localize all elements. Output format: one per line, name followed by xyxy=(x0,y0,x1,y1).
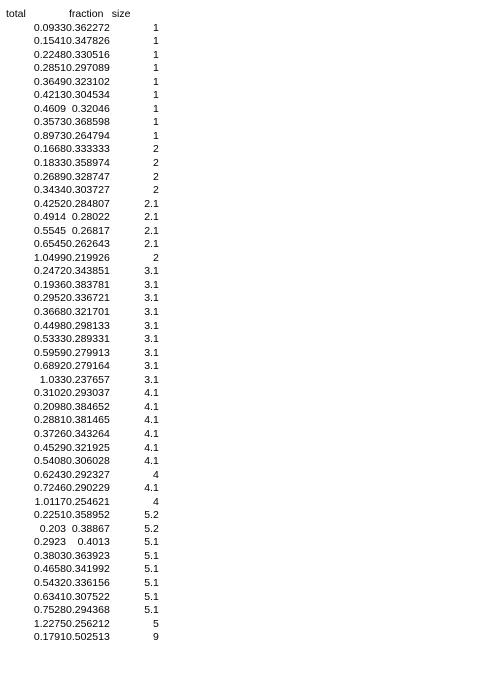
header-row xyxy=(0,8,159,22)
cell-size[interactable]: 2 xyxy=(152,184,159,197)
cell-fraction[interactable]: 0.262643 xyxy=(66,238,110,251)
cell-size[interactable]: 5.1 xyxy=(144,604,159,617)
cell-size[interactable]: 4 xyxy=(152,468,159,481)
cell-total[interactable]: 0.6892 xyxy=(33,360,66,373)
cell-size[interactable]: 1 xyxy=(152,89,159,102)
cell-total[interactable]: 0.3649 xyxy=(33,75,66,88)
cell-fraction[interactable]: 0.292327 xyxy=(66,468,110,481)
cell-size[interactable]: 3.1 xyxy=(144,360,159,373)
table-row xyxy=(0,225,159,239)
cell-size[interactable]: 4.1 xyxy=(144,400,159,413)
table-row xyxy=(0,238,159,252)
cell-size[interactable]: 4.1 xyxy=(144,441,159,454)
cell-size[interactable]: 4.1 xyxy=(144,455,159,468)
cell-total[interactable]: 0.4213 xyxy=(33,89,66,102)
cell-total[interactable]: 0.2248 xyxy=(33,48,66,61)
cell-size[interactable]: 5.1 xyxy=(144,590,159,603)
table-row xyxy=(0,469,159,483)
table-row xyxy=(0,62,159,76)
cell-size[interactable]: 5.1 xyxy=(144,563,159,576)
cell-size[interactable]: 3.1 xyxy=(144,373,159,386)
cell-size[interactable]: 5 xyxy=(152,617,159,630)
cell-fraction[interactable]: 0.279164 xyxy=(66,360,110,373)
cell-size[interactable]: 2.1 xyxy=(144,211,159,224)
cell-total[interactable]: 0.3803 xyxy=(33,549,66,562)
cell-fraction[interactable]: 0.297089 xyxy=(66,62,110,75)
spreadsheet xyxy=(0,8,159,645)
cell-total[interactable]: 0.5959 xyxy=(33,346,66,359)
table-row xyxy=(0,496,159,510)
cell-fraction[interactable]: 0.362272 xyxy=(66,21,110,34)
table-row xyxy=(0,157,159,171)
cell-total[interactable]: 0.203 xyxy=(39,522,66,535)
cell-size[interactable]: 5.1 xyxy=(144,536,159,549)
table-row xyxy=(0,401,159,415)
table-row xyxy=(0,279,159,293)
table-row xyxy=(0,22,159,36)
cell-fraction[interactable]: 0.336156 xyxy=(66,576,110,589)
table-row xyxy=(0,130,159,144)
cell-fraction[interactable]: 0.336721 xyxy=(66,292,110,305)
cell-fraction[interactable]: 0.256212 xyxy=(66,617,110,630)
cell-fraction[interactable]: 0.304534 xyxy=(66,89,110,102)
cell-total[interactable]: 0.5545 xyxy=(33,224,66,237)
cell-fraction[interactable]: 0.254621 xyxy=(66,495,110,508)
cell-total[interactable]: 0.0933 xyxy=(33,21,66,34)
cell-total[interactable]: 0.2689 xyxy=(33,170,66,183)
table-row xyxy=(0,577,159,591)
cell-fraction[interactable]: 0.321701 xyxy=(66,306,110,319)
cell-total[interactable]: 0.3668 xyxy=(33,306,66,319)
cell-size[interactable]: 3.1 xyxy=(144,292,159,305)
cell-total[interactable]: 0.4658 xyxy=(33,563,66,576)
cell-size[interactable]: 2 xyxy=(152,251,159,264)
table-row xyxy=(0,103,159,117)
table-row xyxy=(0,360,159,374)
cell-fraction[interactable]: 0.290229 xyxy=(66,482,110,495)
cell-fraction[interactable]: 0.294368 xyxy=(66,604,110,617)
cell-size[interactable]: 2 xyxy=(152,157,159,170)
data-table xyxy=(0,8,159,645)
cell-size[interactable]: 4.1 xyxy=(144,387,159,400)
cell-total[interactable]: 0.4498 xyxy=(33,319,66,332)
cell-total[interactable]: 0.2098 xyxy=(33,400,66,413)
cell-size[interactable]: 4.1 xyxy=(144,427,159,440)
table-row xyxy=(0,387,159,401)
table-row xyxy=(0,76,159,90)
cell-fraction[interactable]: 0.298133 xyxy=(66,319,110,332)
cell-total[interactable]: 0.4914 xyxy=(33,211,66,224)
cell-size[interactable]: 1 xyxy=(152,116,159,129)
cell-total[interactable]: 0.7246 xyxy=(33,482,66,495)
cell-fraction[interactable]: 0.502513 xyxy=(66,631,110,644)
cell-total[interactable]: 0.5432 xyxy=(33,576,66,589)
table-row xyxy=(0,252,159,266)
table-row xyxy=(0,116,159,130)
cell-fraction[interactable]: 0.321925 xyxy=(66,441,110,454)
cell-size[interactable]: 2 xyxy=(152,143,159,156)
table-row xyxy=(0,198,159,212)
cell-size[interactable]: 2.1 xyxy=(144,238,159,251)
cell-total[interactable]: 0.2851 xyxy=(33,62,66,75)
cell-fraction[interactable]: 0.347826 xyxy=(66,35,110,48)
cell-fraction[interactable]: 0.343851 xyxy=(66,265,110,278)
cell-fraction[interactable]: 0.284807 xyxy=(66,197,110,210)
table-row xyxy=(0,563,159,577)
cell-size[interactable]: 3.1 xyxy=(144,265,159,278)
cell-fraction[interactable]: 0.383781 xyxy=(66,278,110,291)
cell-total[interactable]: 0.1541 xyxy=(33,35,66,48)
cell-total[interactable]: 0.5333 xyxy=(33,333,66,346)
cell-fraction[interactable]: 0.330516 xyxy=(66,48,110,61)
cell-fraction[interactable]: 0.264794 xyxy=(66,129,110,142)
cell-size[interactable]: 4.1 xyxy=(144,482,159,495)
table-row xyxy=(0,523,159,537)
table-row xyxy=(0,292,159,306)
table-row xyxy=(0,333,159,347)
table-row xyxy=(0,374,159,388)
cell-fraction[interactable]: 0.333333 xyxy=(66,143,110,156)
cell-fraction[interactable]: 0.26817 xyxy=(71,224,110,237)
table-row xyxy=(0,49,159,63)
cell-fraction[interactable]: 0.358974 xyxy=(66,157,110,170)
cell-total[interactable]: 0.1833 xyxy=(33,157,66,170)
cell-fraction[interactable]: 0.328747 xyxy=(66,170,110,183)
cell-fraction[interactable]: 0.368598 xyxy=(66,116,110,129)
cell-total[interactable]: 0.2881 xyxy=(33,414,66,427)
column-header-total[interactable]: total xyxy=(6,8,26,20)
table-body xyxy=(0,22,159,645)
cell-fraction[interactable]: 0.363923 xyxy=(66,549,110,562)
cell-total[interactable]: 0.1936 xyxy=(33,278,66,291)
cell-size[interactable]: 1 xyxy=(152,48,159,61)
cell-total[interactable]: 0.6243 xyxy=(33,468,66,481)
table-row xyxy=(0,428,159,442)
cell-size[interactable]: 2.1 xyxy=(144,197,159,210)
cell-fraction[interactable]: 0.237657 xyxy=(66,373,110,386)
cell-fraction[interactable]: 0.341992 xyxy=(66,563,110,576)
table-row xyxy=(0,604,159,618)
cell-fraction[interactable]: 0.381465 xyxy=(66,414,110,427)
cell-fraction[interactable]: 0.307522 xyxy=(66,590,110,603)
cell-total[interactable]: 0.2251 xyxy=(33,509,66,522)
cell-size[interactable]: 5.2 xyxy=(144,509,159,522)
cell-size[interactable]: 5.1 xyxy=(144,576,159,589)
table-row xyxy=(0,536,159,550)
table-row xyxy=(0,171,159,185)
table-row xyxy=(0,631,159,645)
table-row xyxy=(0,211,159,225)
cell-fraction[interactable]: 0.343264 xyxy=(66,427,110,440)
cell-fraction[interactable]: 0.4013 xyxy=(77,536,110,549)
cell-total[interactable]: 0.4252 xyxy=(33,197,66,210)
table-row xyxy=(0,265,159,279)
cell-total[interactable]: 0.3434 xyxy=(33,184,66,197)
cell-total[interactable]: 1.2275 xyxy=(33,617,66,630)
cell-fraction[interactable]: 0.358952 xyxy=(66,509,110,522)
cell-total[interactable]: 0.1791 xyxy=(33,631,66,644)
cell-fraction[interactable]: 0.38867 xyxy=(71,522,110,535)
table-row xyxy=(0,89,159,103)
table-row xyxy=(0,455,159,469)
cell-size[interactable]: 2.1 xyxy=(144,224,159,237)
cell-total[interactable]: 0.3573 xyxy=(33,116,66,129)
cell-size[interactable]: 2 xyxy=(152,170,159,183)
cell-fraction[interactable]: 0.306028 xyxy=(66,455,110,468)
column-header-size[interactable]: size xyxy=(111,8,131,20)
cell-total[interactable]: 0.2923 xyxy=(33,536,66,549)
cell-total[interactable]: 0.2472 xyxy=(33,265,66,278)
cell-total[interactable]: 0.4609 xyxy=(33,102,66,115)
cell-total[interactable]: 0.4529 xyxy=(33,441,66,454)
table-row xyxy=(0,591,159,605)
cell-size[interactable]: 1 xyxy=(152,21,159,34)
cell-fraction[interactable]: 0.28022 xyxy=(71,211,110,224)
table-row xyxy=(0,618,159,632)
cell-total[interactable]: 0.1668 xyxy=(33,143,66,156)
table-row xyxy=(0,414,159,428)
cell-size[interactable]: 3.1 xyxy=(144,346,159,359)
cell-size[interactable]: 5.2 xyxy=(144,522,159,535)
cell-size[interactable]: 4.1 xyxy=(144,414,159,427)
cell-total[interactable]: 1.0499 xyxy=(33,251,66,264)
cell-size[interactable]: 1 xyxy=(152,35,159,48)
cell-size[interactable]: 3.1 xyxy=(144,319,159,332)
cell-size[interactable]: 9 xyxy=(152,631,159,644)
cell-fraction[interactable]: 0.384652 xyxy=(66,400,110,413)
table-row xyxy=(0,550,159,564)
cell-total[interactable]: 0.6341 xyxy=(33,590,66,603)
cell-total[interactable]: 0.6545 xyxy=(33,238,66,251)
cell-total[interactable]: 0.2952 xyxy=(33,292,66,305)
cell-fraction[interactable]: 0.293037 xyxy=(66,387,110,400)
cell-fraction[interactable]: 0.219926 xyxy=(66,251,110,264)
table-row xyxy=(0,306,159,320)
cell-size[interactable]: 1 xyxy=(152,102,159,115)
cell-fraction[interactable]: 0.303727 xyxy=(66,184,110,197)
cell-fraction[interactable]: 0.323102 xyxy=(66,75,110,88)
cell-total[interactable]: 1.033 xyxy=(39,373,66,386)
cell-total[interactable]: 0.8973 xyxy=(33,129,66,142)
cell-size[interactable]: 3.1 xyxy=(144,306,159,319)
table-row xyxy=(0,184,159,198)
cell-size[interactable]: 3.1 xyxy=(144,333,159,346)
cell-size[interactable]: 3.1 xyxy=(144,278,159,291)
cell-size[interactable]: 4 xyxy=(152,495,159,508)
cell-fraction[interactable]: 0.279913 xyxy=(66,346,110,359)
table-row xyxy=(0,35,159,49)
cell-size[interactable]: 1 xyxy=(152,75,159,88)
cell-fraction[interactable]: 0.32046 xyxy=(71,102,110,115)
cell-size[interactable]: 1 xyxy=(152,62,159,75)
table-row xyxy=(0,509,159,523)
cell-size[interactable]: 1 xyxy=(152,129,159,142)
cell-total[interactable]: 0.3102 xyxy=(33,387,66,400)
cell-size[interactable]: 5.1 xyxy=(144,549,159,562)
cell-total[interactable]: 1.0117 xyxy=(34,495,66,508)
table-row xyxy=(0,143,159,157)
table-row xyxy=(0,482,159,496)
cell-total[interactable]: 0.7528 xyxy=(33,604,66,617)
cell-fraction[interactable]: 0.289331 xyxy=(66,333,110,346)
table-row xyxy=(0,347,159,361)
cell-total[interactable]: 0.5408 xyxy=(33,455,66,468)
cell-total[interactable]: 0.3726 xyxy=(33,427,66,440)
table-row xyxy=(0,320,159,334)
table-row xyxy=(0,442,159,456)
column-header-fraction[interactable]: fraction xyxy=(69,8,104,20)
